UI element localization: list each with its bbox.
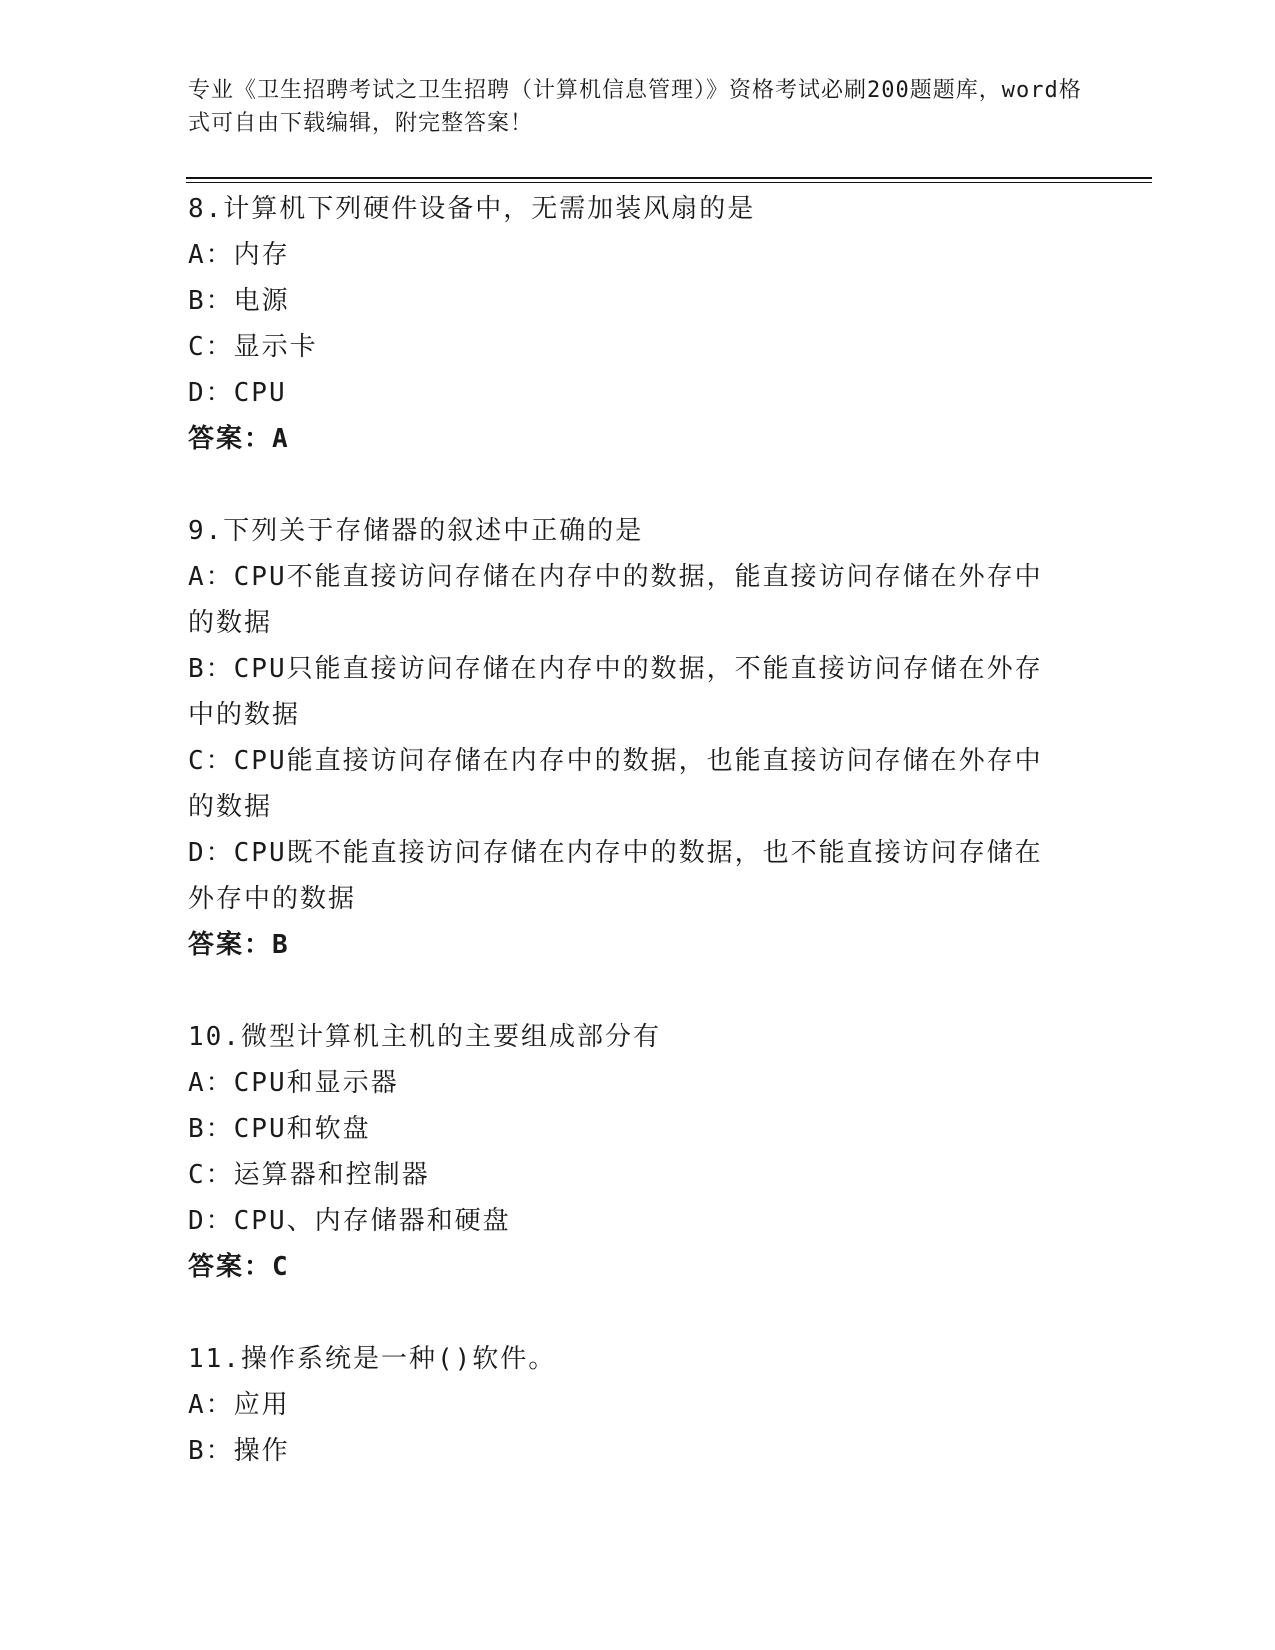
option-c: C：CPU能直接访问存储在内存中的数据，也能直接访问存储在外存中的数据 [188,746,1043,822]
question-10 [188,1014,1068,1290]
question-text: 11.操作系统是一种()软件。 [188,1344,557,1374]
option-a: A：CPU不能直接访问存储在内存中的数据，能直接访问存储在外存中的数据 [188,562,1043,638]
question-text: 10.微型计算机主机的主要组成部分有 [188,1022,661,1052]
option-c: C：运算器和控制器 [188,1160,430,1190]
question-11 [188,1336,1068,1474]
question-8 [188,186,1068,462]
option-b: B：CPU和软盘 [188,1114,371,1144]
answer-text: 答案：A [188,424,290,454]
option-a: A：内存 [188,240,290,270]
option-d: D：CPU既不能直接访问存储在内存中的数据，也不能直接访问存储在外存中的数据 [188,838,1043,914]
option-b: B：CPU只能直接访问存储在内存中的数据，不能直接访问存储在外存中的数据 [188,654,1043,730]
option-d: D：CPU、内存储器和硬盘 [188,1206,511,1236]
answer-text: 答案：C [188,1252,290,1282]
option-d: D：CPU [188,378,287,408]
option-b: B：电源 [188,286,290,316]
header-divider [186,177,1152,183]
question-text: 8.计算机下列硬件设备中，无需加装风扇的是 [188,194,756,224]
option-a: A：CPU和显示器 [188,1068,399,1098]
document-header: 专业《卫生招聘考试之卫生招聘（计算机信息管理）》资格考试必刷200题题库，word格式可自由下载编辑，附完整答案！ [188,78,1082,136]
answer-text: 答案：B [188,930,290,960]
question-text: 9.下列关于存储器的叙述中正确的是 [188,516,644,546]
option-b: B：操作 [188,1436,290,1466]
question-list [188,186,1068,1520]
question-9 [188,508,1068,968]
option-c: C：显示卡 [188,332,318,362]
option-a: A：应用 [188,1390,290,1420]
